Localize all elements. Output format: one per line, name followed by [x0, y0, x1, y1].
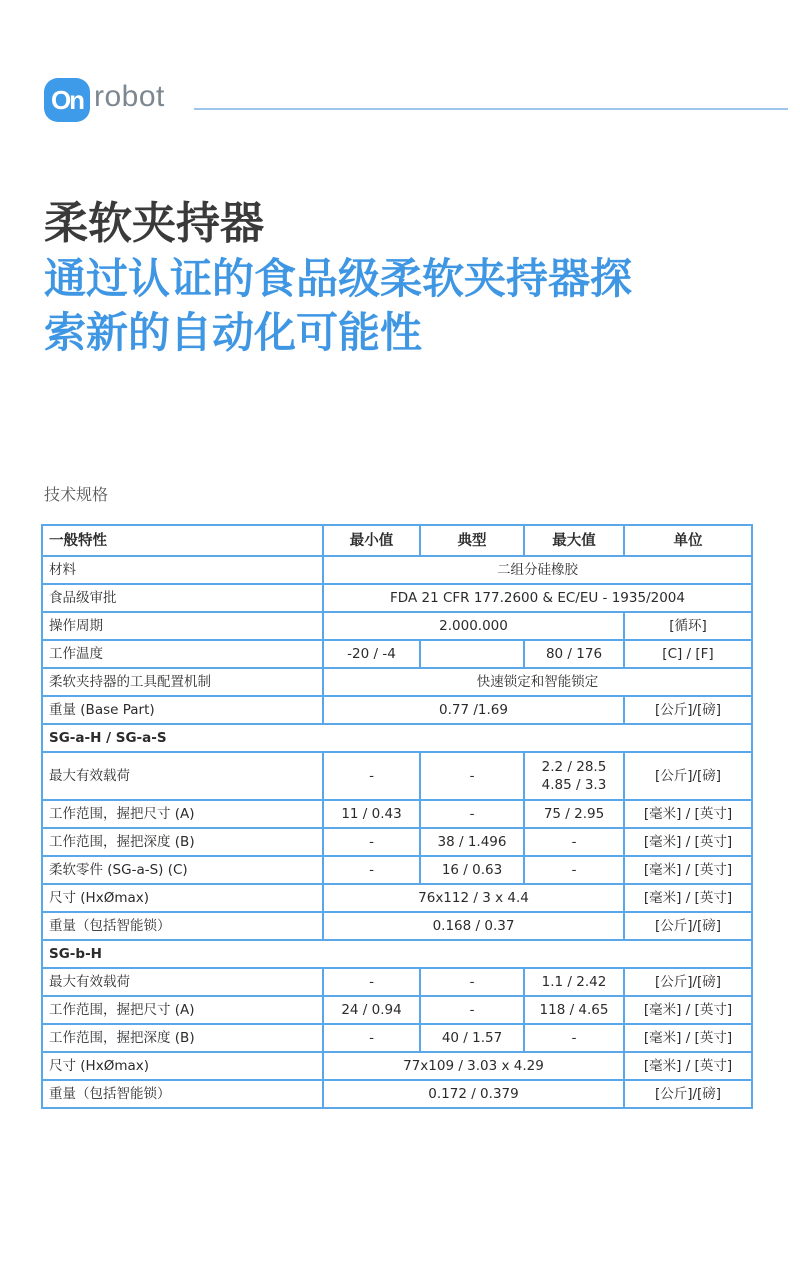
- page-title: 柔软夹持器: [44, 198, 264, 249]
- row-unit: [C] / [F]: [624, 640, 752, 668]
- table-row: [42, 884, 752, 912]
- header-typical: 典型: [420, 525, 524, 556]
- table-row: [42, 856, 752, 884]
- row-max: 118 / 4.65: [524, 996, 624, 1024]
- row-label: 重量（包括智能锁）: [42, 1080, 323, 1108]
- row-max: 75 / 2.95: [524, 800, 624, 828]
- row-min: -: [323, 1024, 420, 1052]
- row-unit: [循环]: [624, 612, 752, 640]
- title-block: [44, 196, 764, 360]
- row-unit: [毫米] / [英寸]: [624, 800, 752, 828]
- row-min: -: [323, 828, 420, 856]
- row-max: 1.1 / 2.42: [524, 968, 624, 996]
- row-max-stack: [542, 758, 607, 794]
- row-max: -: [524, 856, 624, 884]
- row-value: 二组分硅橡胶: [323, 556, 752, 584]
- table-row: [42, 668, 752, 696]
- row-unit: [毫米] / [英寸]: [624, 856, 752, 884]
- row-typical: [420, 640, 524, 668]
- row-label: 重量（包括智能锁）: [42, 912, 323, 940]
- row-label: 工作范围，握把尺寸 (A): [42, 996, 323, 1024]
- specs-heading: 技术规格: [44, 485, 109, 504]
- table-row: [42, 912, 752, 940]
- row-typical: -: [420, 800, 524, 828]
- header-divider: [194, 108, 788, 110]
- onrobot-logo-word: robot: [94, 80, 165, 113]
- row-value: 0.168 / 0.37: [323, 912, 624, 940]
- row-unit: [毫米] / [英寸]: [624, 828, 752, 856]
- row-unit: [毫米] / [英寸]: [624, 884, 752, 912]
- table-row: [42, 1080, 752, 1108]
- table-row: [42, 640, 752, 668]
- row-value: 76x112 / 3 x 4.4: [323, 884, 624, 912]
- row-max-line-2: 4.85 / 3.3: [541, 777, 607, 793]
- row-unit: [公斤]/[磅]: [624, 968, 752, 996]
- row-max: 80 / 176: [524, 640, 624, 668]
- header-unit: 单位: [624, 525, 752, 556]
- header-max: 最大值: [524, 525, 624, 556]
- row-unit: [毫米] / [英寸]: [624, 1052, 752, 1080]
- specs-table: [41, 524, 753, 1109]
- page-subtitle-line-2: 索新的自动化可能性: [44, 308, 423, 357]
- page-header: [44, 78, 788, 124]
- table-row: [42, 584, 752, 612]
- row-value: 2.000.000: [323, 612, 624, 640]
- row-min: -: [323, 856, 420, 884]
- row-min: 24 / 0.94: [323, 996, 420, 1024]
- header-general: 一般特性: [42, 525, 323, 556]
- table-header-row: [42, 525, 752, 556]
- row-value: 快速锁定和智能锁定: [323, 668, 752, 696]
- row-label: 最大有效载荷: [42, 968, 323, 996]
- row-label: 材料: [42, 556, 323, 584]
- row-label: 尺寸 (HxØmax): [42, 884, 323, 912]
- section-row-sg-a: [42, 724, 752, 752]
- row-value: FDA 21 CFR 177.2600 & EC/EU - 1935/2004: [323, 584, 752, 612]
- row-label: 工作范围，握把深度 (B): [42, 1024, 323, 1052]
- table-row: [42, 556, 752, 584]
- row-label: 工作范围，握把尺寸 (A): [42, 800, 323, 828]
- row-label: 工作温度: [42, 640, 323, 668]
- row-typical: -: [420, 968, 524, 996]
- row-unit: [毫米] / [英寸]: [624, 1024, 752, 1052]
- row-unit: [公斤]/[磅]: [624, 1080, 752, 1108]
- row-typical: 38 / 1.496: [420, 828, 524, 856]
- table-row: [42, 828, 752, 856]
- row-label: 柔软零件 (SG-a-S) (C): [42, 856, 323, 884]
- table-row: [42, 752, 752, 800]
- onrobot-logo-mark: On: [44, 78, 90, 122]
- row-typical: -: [420, 996, 524, 1024]
- row-min: -: [323, 968, 420, 996]
- row-max: -: [524, 1024, 624, 1052]
- table-row: [42, 612, 752, 640]
- table-row: [42, 996, 752, 1024]
- table-row: [42, 1052, 752, 1080]
- section-title: SG-b-H: [42, 940, 752, 968]
- row-value: 77x109 / 3.03 x 4.29: [323, 1052, 624, 1080]
- row-min: -20 / -4: [323, 640, 420, 668]
- row-max: -: [524, 828, 624, 856]
- row-label: 尺寸 (HxØmax): [42, 1052, 323, 1080]
- table-row: [42, 696, 752, 724]
- row-label: 重量 (Base Part): [42, 696, 323, 724]
- row-unit: [公斤]/[磅]: [624, 912, 752, 940]
- row-min: -: [323, 752, 420, 800]
- page-subtitle-line-1: 通过认证的食品级柔软夹持器探: [44, 254, 633, 303]
- row-max: [524, 752, 624, 800]
- row-typical: 16 / 0.63: [420, 856, 524, 884]
- table-row: [42, 968, 752, 996]
- row-label: 柔软夹持器的工具配置机制: [42, 668, 323, 696]
- section-title: SG-a-H / SG-a-S: [42, 724, 752, 752]
- row-value: 0.77 /1.69: [323, 696, 624, 724]
- table-row: [42, 800, 752, 828]
- table-row: [42, 1024, 752, 1052]
- row-label: 工作范围，握把深度 (B): [42, 828, 323, 856]
- row-label: 操作周期: [42, 612, 323, 640]
- row-unit: [毫米] / [英寸]: [624, 996, 752, 1024]
- row-typical: -: [420, 752, 524, 800]
- row-unit: [公斤]/[磅]: [624, 696, 752, 724]
- row-typical: 40 / 1.57: [420, 1024, 524, 1052]
- row-max-line-1: 2.2 / 28.5: [541, 759, 607, 775]
- row-value: 0.172 / 0.379: [323, 1080, 624, 1108]
- row-unit: [公斤]/[磅]: [624, 752, 752, 800]
- header-min: 最小值: [323, 525, 420, 556]
- row-label: 最大有效载荷: [42, 752, 323, 800]
- row-min: 11 / 0.43: [323, 800, 420, 828]
- section-row-sg-b: [42, 940, 752, 968]
- row-label: 食品级审批: [42, 584, 323, 612]
